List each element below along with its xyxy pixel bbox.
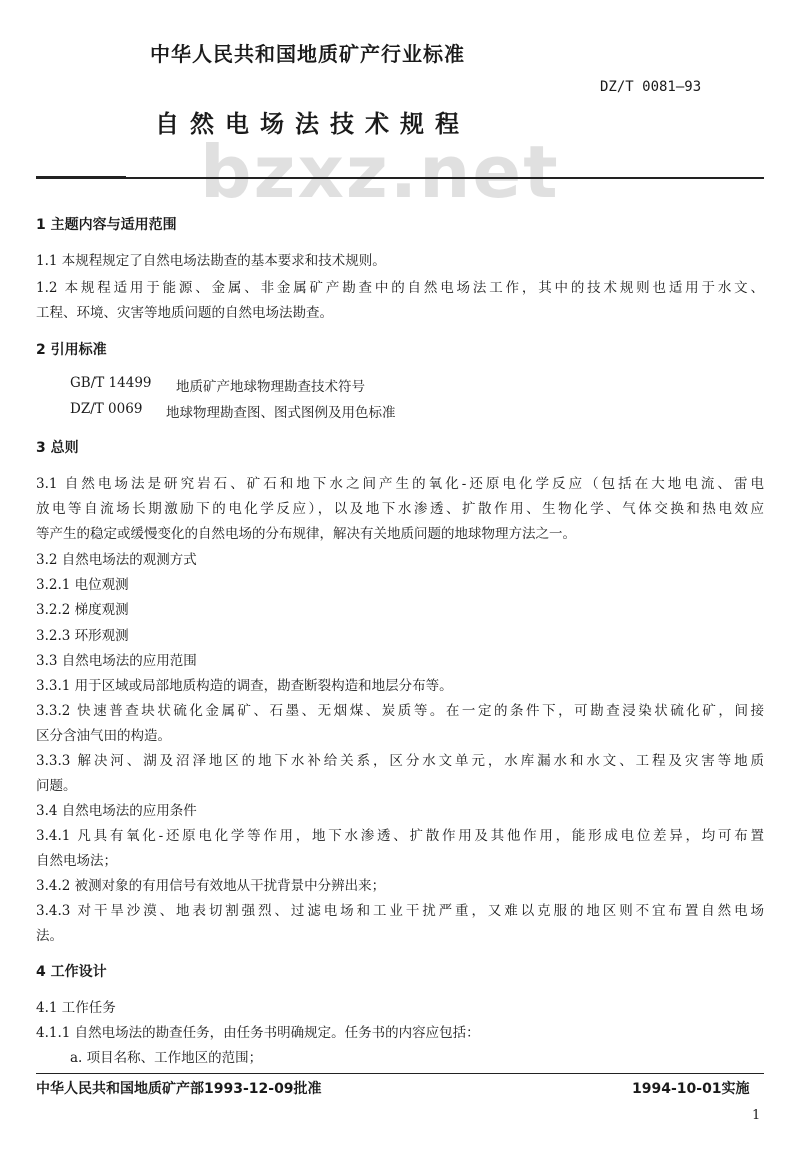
clause-4-1-1-item-a: a. 项目名称、工作地区的范围； [70,1050,263,1066]
footer-rule [36,1073,764,1074]
org-header: 中华人民共和国地质矿产行业标准 [150,42,465,66]
clause-3-4-3-line-2: 法。 [36,928,63,944]
clause-3-3: 3.3 自然电场法的应用范围 [36,653,197,669]
approval-line: 中华人民共和国地质矿产部1993-12-09批准 [36,1081,322,1097]
section-3-heading: 3 总则 [36,440,79,456]
clause-3-4: 3.4 自然电场法的应用条件 [36,803,197,819]
clause-1-2-line-2: 工程、环境、灾害等地质问题的自然电场法勘查。 [36,305,333,321]
clause-3-2-1: 3.2.1 电位观测 [36,577,129,593]
clause-3-1-line-1: 3.1 自然电场法是研究岩石、矿石和地下水之间产生的氧化-还原电化学反应（包括在大地电流、雷电 [36,476,764,492]
implementation-date: 1994-10-01实施 [632,1081,750,1097]
section-1-heading: 1 主题内容与适用范围 [36,217,177,233]
clause-3-3-3-line-1: 3.3.3 解决河、湖及沼泽地区的地下水补给关系，区分水文单元，水库漏水和水文、工程及灾害等地质 [36,753,764,769]
section-4-heading: 4 工作设计 [36,964,107,980]
clause-3-4-1-line-1: 3.4.1 凡具有氧化-还原电化学等作用，地下水渗透、扩散作用及其他作用，能形成电位差异，均可布置 [36,828,764,844]
clause-3-1-line-2: 放电等自流场长期激励下的电化学反应），以及地下水渗透、扩散作用、生物化学、气体交换和热电效应 [36,501,764,517]
clause-4-1: 4.1 工作任务 [36,1000,116,1016]
clause-3-3-3-line-2: 问题。 [36,778,77,794]
clause-3-3-2-line-2: 区分含油气田的构造。 [36,728,171,744]
clause-3-2-3: 3.2.3 环形观测 [36,628,129,644]
clause-3-4-3-line-1: 3.4.3 对干旱沙漠、地表切割强烈、过滤电场和工业干扰严重，又难以克服的地区则不宜布置自然电场 [36,903,764,919]
clause-3-3-1: 3.3.1 用于区域或局部地质构造的调查，勘查断裂构造和地层分布等。 [36,678,453,694]
clause-3-2: 3.2 自然电场法的观测方式 [36,552,197,568]
reference-2-title: 地球物理勘查图、图式图例及用色标准 [166,405,396,421]
clause-3-3-2-line-1: 3.3.2 快速普查块状硫化金属矿、石墨、无烟煤、炭质等。在一定的条件下，可勘查浸染状硫化矿，间接 [36,703,764,719]
standard-code: DZ/T 0081—93 [600,79,702,95]
clause-3-1-line-3: 等产生的稳定或缓慢变化的自然电场的分布规律，解决有关地质问题的地球物理方法之一。 [36,526,576,542]
clause-3-4-1-line-2: 自然电场法； [36,853,117,869]
document-title: 自然电场法技术规程 [155,110,470,138]
page-number: 1 [752,1108,761,1123]
clause-3-4-2: 3.4.2 被测对象的有用信号有效地从干扰背景中分辨出来； [36,878,386,894]
clause-1-2-line-1: 1.2 本规程适用于能源、金属、非金属矿产勘查中的自然电场法工作，其中的技术规则也适用于水文、 [36,280,764,296]
clause-1-1: 1.1 本规程规定了自然电场法勘查的基本要求和技术规则。 [36,253,386,269]
reference-2-code: DZ/T 0069 [70,401,143,417]
header-rule [36,177,764,179]
watermark: bzxz.net [200,130,560,214]
reference-1-title: 地质矿产地球物理勘查技术符号 [176,379,365,395]
reference-1-code: GB/T 14499 [70,375,152,391]
clause-4-1-1: 4.1.1 自然电场法的勘查任务，由任务书明确规定。任务书的内容应包括： [36,1025,480,1041]
clause-3-2-2: 3.2.2 梯度观测 [36,602,129,618]
section-2-heading: 2 引用标准 [36,342,107,358]
